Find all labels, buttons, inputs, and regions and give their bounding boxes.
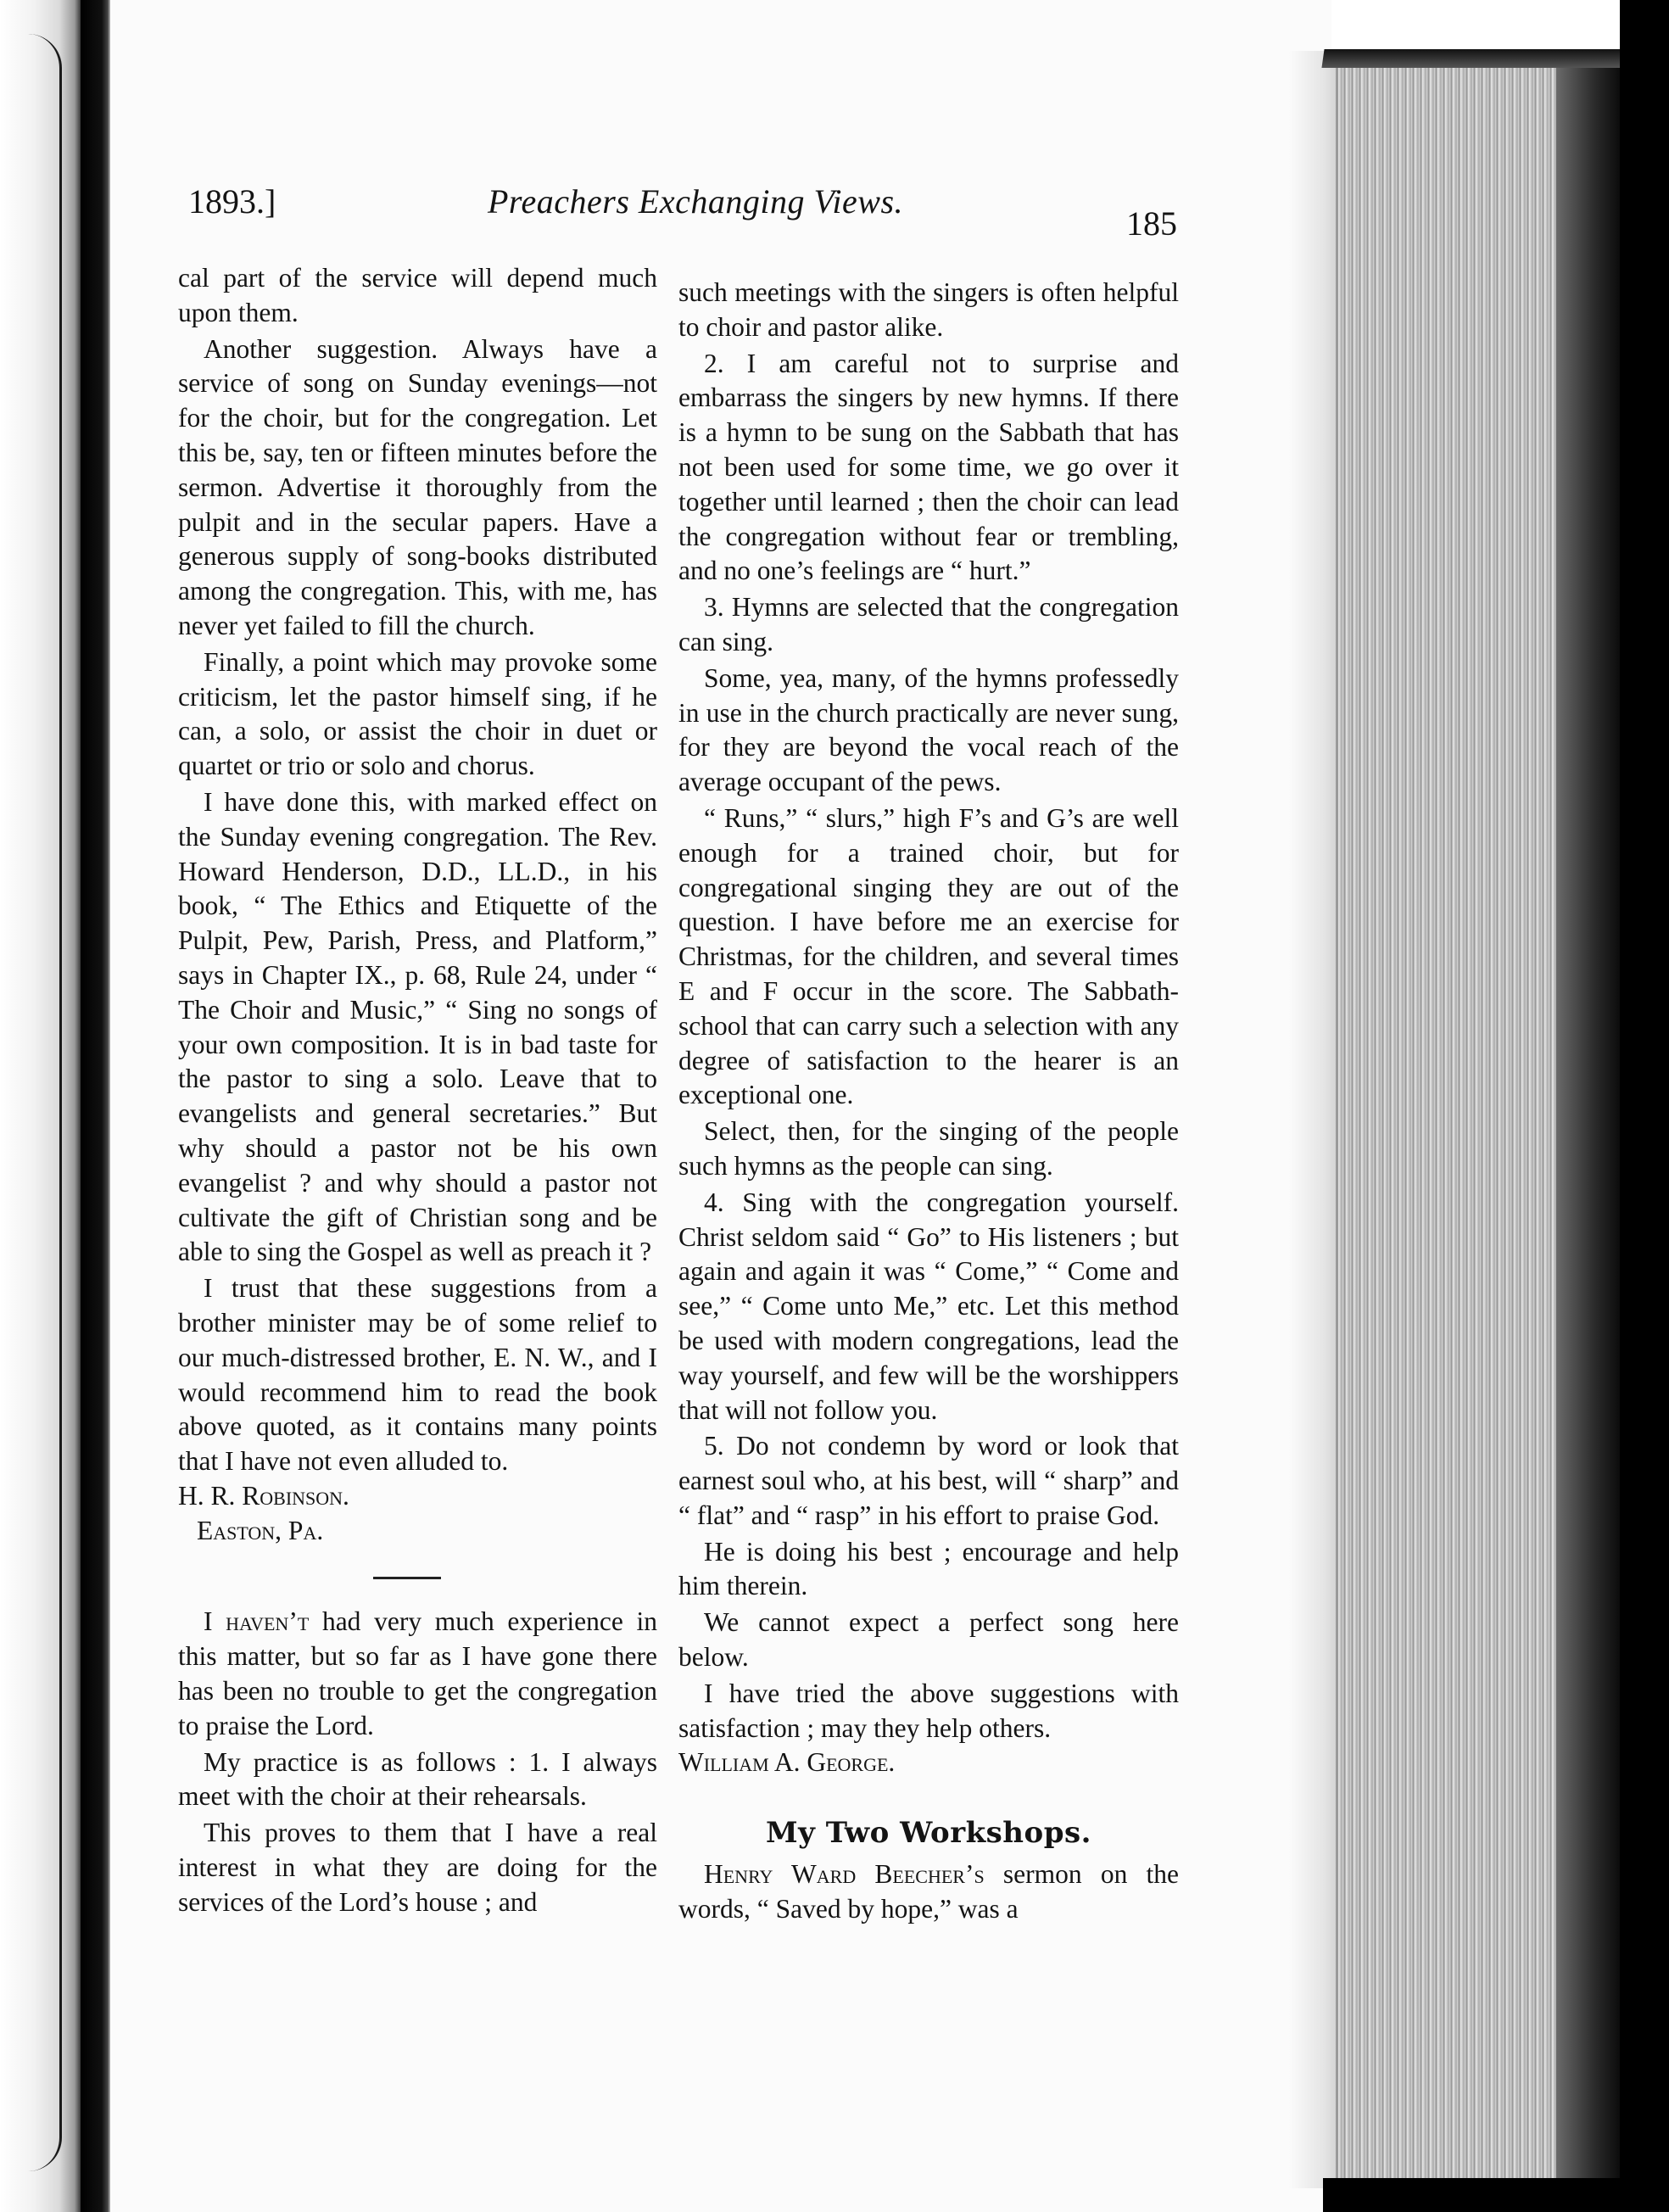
book-fore-edge-shadow [1556, 59, 1620, 2188]
book-gutter [81, 0, 110, 2212]
page-number: 185 [1126, 204, 1177, 243]
facing-page-curl [0, 34, 62, 2171]
section-divider [373, 1577, 441, 1579]
place-line: Easton, Pa. [197, 1515, 324, 1545]
paragraph: He is doing his best ; encourage and help him therein. [678, 1536, 1179, 1601]
paragraph: 4. Sing with the congregation yourself. Christ seldom said “ Go” to His listeners ; but again and again it was “ Come,” “ Come and see,” “ Come unto Me,” etc. Let this method be used with modern congregations, lead the way yourself, and few will be the worshippers that will not follow you. [678, 1187, 1179, 1425]
paragraph: such meetings with the singers is often helpful to choir and pastor alike. [678, 277, 1179, 342]
running-head-year: 1893.] [188, 182, 276, 221]
right-column [678, 276, 1179, 1927]
paragraph: 2. I am careful not to surprise and embarrass the singers by new hymns. If there is a hymn to be sung on the Sabbath that has not been used for some time, we go over it together until learned ; then the choir can lead the congregation without fear or trembling, and no one’s feelings are “ hurt.” [678, 348, 1179, 586]
paragraph: I have done this, with marked effect on the Sunday evening congregation. The Rev. Howard Henderson, D.D., LL.D., in his book, “ The Ethics and Etiquette of the Pulpit, Pew, Parish, Press, and Platform,” says in Chapter IX., p. 68, Rule 24, under “ The Choir and Music,” “ Sing no songs of your own composition. It is in bad taste for the pastor to sing a solo. Leave that to evangelists and general secretaries.” But why should a pastor not be his own evangelist ? and why should a pastor not cultivate the gift of Christian song and be able to sing the Gospel as well as preach it ? [178, 786, 657, 1267]
paragraph-text: sermon on the words, “ Saved by hope,” was a [678, 1859, 1179, 1924]
paragraph [678, 1857, 1179, 1927]
paragraph: Some, yea, many, of the hymns professedly in use in the church practically are never sung, for they are beyond the vocal reach of the average occupant of the pews. [678, 662, 1179, 797]
lead-in: I haven’t [204, 1606, 310, 1637]
paragraph: I trust that these suggestions from a brother minister may be of some relief to our much-distressed brother, E. N. W., and I would recommend him to read the book above quoted, as it contains many points that I have not even alluded to. [178, 1273, 657, 1477]
paragraph: We cannot expect a perfect song here below. [678, 1607, 1179, 1673]
paragraph [178, 1605, 657, 1743]
paragraph: Finally, a point which may provoke some criticism, let the pastor himself sing, if he can, a solo, or assist the choir in duet or quartet or trio or solo and chorus. [178, 646, 657, 781]
paragraph: 5. Do not condemn by word or look that earnest soul who, at his best, will “ sharp” and “ flat” and “ rasp” in his effort to praise God. [678, 1431, 1179, 1530]
paragraph: Select, then, for the singing of the people such hymns as the people can sing. [678, 1116, 1179, 1181]
book-top-edge [1321, 49, 1629, 68]
paragraph: “ Runs,” “ slurs,” high F’s and G’s are well enough for a trained choir, but for congregational singing they are out of the question. I have before me an exercise for Christmas, for the children, and several times E and F occur in the score. The Sabbath-school that can carry such a selection with any degree of satisfaction to the hearer is an exceptional one. [678, 802, 1179, 1110]
paragraph: cal part of the service will depend much upon them. [178, 263, 657, 327]
paragraph: Another suggestion. Always have a service of song on Sunday evenings—not for the choir, but for the congregation. Let this be, say, ten or fifteen minutes before the sermon. Advertise it thoroughly from the pulpit and in the secular papers. Have a generous supply of song-books distributed among the congregation. This, with me, has never yet failed to fill the church. [178, 333, 657, 640]
left-column [178, 261, 657, 1920]
signature: H. R. Robinson. [178, 1480, 349, 1511]
signature: William A. George. [678, 1747, 896, 1778]
lead-in: Henry Ward Beecher’s [704, 1859, 985, 1890]
running-head-title: Preachers Exchanging Views. [488, 182, 904, 221]
page-shadow [1289, 51, 1340, 2188]
paragraph: This proves to them that I have a real interest in what they are doing for the services of the Lord’s house ; and [178, 1818, 657, 1917]
scan-background [1620, 0, 1669, 2212]
paragraph: My practice is as follows : 1. I always meet with the choir at their rehearsals. [178, 1746, 657, 1812]
paragraph-text: had very much experience in this matter, but so far as I have gone there has been no trouble to get the congregation to praise the Lord. [178, 1606, 657, 1740]
section-heading: My Two Workshops. [766, 1816, 1091, 1851]
paragraph: 3. Hymns are selected that the congregation can sing. [678, 592, 1179, 656]
paragraph: I have tried the above suggestions with satisfaction ; may they help others. [678, 1678, 1179, 1743]
scan-background-bottom [1323, 2178, 1669, 2212]
